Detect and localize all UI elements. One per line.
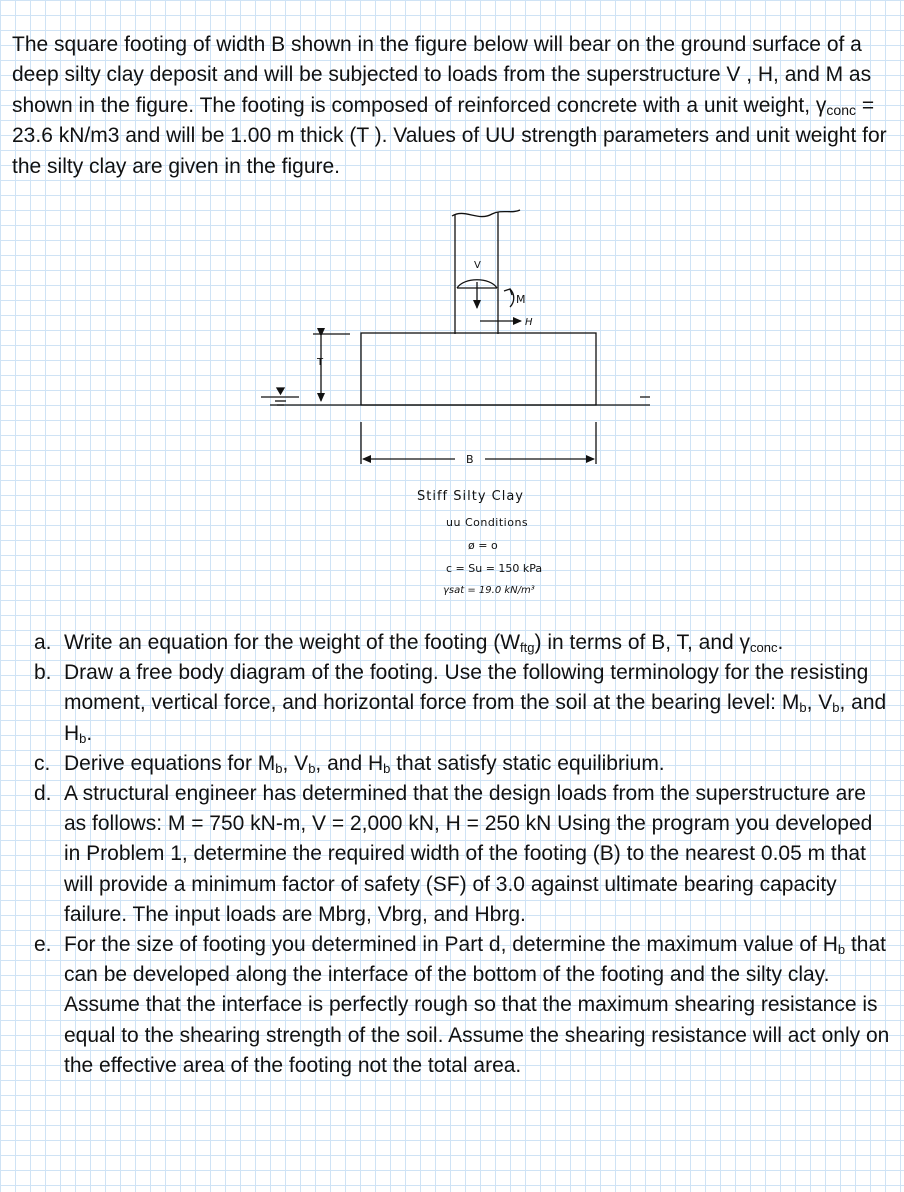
column-break-line [452, 210, 520, 217]
label-h: H [525, 317, 533, 328]
footing-diagram [250, 200, 650, 620]
part-a: a. Write an equation for the weight of the footing $(W_{ftg})$ in terms of B, T, and $\gamma_{conc}$. [12, 628, 892, 658]
part-e-marker: e. [34, 933, 52, 957]
label-b: B [466, 453, 474, 466]
soil-title: Stiff Silty Clay [417, 489, 524, 504]
cohesion-value: c = Su = 150 kPa [446, 562, 543, 575]
problem-statement [12, 30, 892, 182]
footing-figure [250, 200, 650, 620]
footing-block [361, 333, 596, 405]
part-d-marker: d. [34, 782, 52, 806]
part-b: b. Draw a free body diagram of the footing. Use the following terminology for the resisting moment, vertical force, and horizontal force from the soil at the bearing level: $M_b$, $V_b$, and $H_b$. [12, 658, 892, 749]
intro-subscript: conc [826, 101, 856, 118]
intro-text-2: = 23.6 kN/m3 and will be 1.00 m thick (T ). Values of UU strength parameters and unit weight for the silty clay are given in the figure. [12, 93, 887, 178]
label-v: V [474, 260, 481, 271]
part-d: d. A structural engineer has determined that the design loads from the superstructure are as follows: M = 750 kN-m, V = 2,000 kN, H = 250 kN Using the program you developed in Problem 1, determine the required width of the footing (B) to the nearest 0.05 m that will provide a minimum factor of safety (SF) of 3.0 against ultimate bearing capacity failure. The input loads are Mbrg, Vbrg, and Hbrg. [12, 779, 892, 930]
intro-text-1: The square footing of width B shown in the figure below will bear on the ground surface of a deep silty clay deposit and will be subjected to loads from the superstructure V , H, and M as shown in the figure. The footing is composed of reinforced concrete with a unit weight, γ [12, 33, 872, 117]
unit-weight-value: γsat = 19.0 kN/m³ [443, 585, 535, 596]
part-b-marker: b. [34, 661, 52, 685]
part-a-marker: a. [34, 631, 52, 654]
part-c: c. Derive equations for $M_b$, $V_b$, and $H_b$ that satisfy static equilibrium. [12, 749, 892, 779]
label-m: M [516, 293, 526, 306]
part-e: e. For the size of footing you determined in Part d, determine the maximum value of $H_b$ that can be developed along the interface of the bottom of the footing and the silty clay. Assume that the interface is perfectly rough so that the maximum shearing resistance is equal to the shearing strength of the soil. Assume the shearing resistance will act only on the effective area of the footing not the total area. [12, 930, 892, 1081]
phi-value: ø = o [468, 539, 498, 552]
part-c-marker: c. [34, 751, 51, 775]
question-parts [12, 628, 892, 1081]
label-t: T [317, 357, 324, 368]
uu-conditions: uu Conditions [446, 516, 529, 529]
